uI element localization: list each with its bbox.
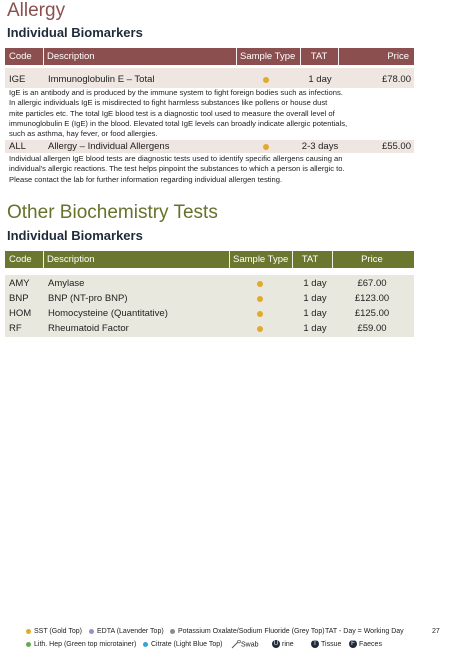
table-row xyxy=(5,277,414,291)
header-divider xyxy=(229,251,230,268)
faeces-icon: F xyxy=(349,640,357,648)
table-row xyxy=(5,140,414,154)
legend-label: Tissue xyxy=(321,641,342,648)
row-details xyxy=(9,88,389,139)
sst-gold-dot-icon xyxy=(263,144,269,150)
row-tat: 2-3 days xyxy=(301,141,339,152)
row-description: Rheumatoid Factor xyxy=(48,323,129,334)
row-code: ALL xyxy=(9,141,26,152)
row-tat: 1 day xyxy=(303,308,327,319)
header-description: Description xyxy=(47,254,95,265)
row-price: £59.00 xyxy=(357,323,387,334)
tat-note: TAT - Day = Working Day xyxy=(325,628,404,635)
row-tat: 1 day xyxy=(303,323,327,334)
row-code: BNP xyxy=(9,293,29,304)
row-code: RF xyxy=(9,323,22,334)
header-divider xyxy=(43,251,44,268)
header-divider xyxy=(292,251,293,268)
legend-label: SST (Gold Top) xyxy=(34,628,82,635)
header-sample-type: Sample Type xyxy=(240,51,296,62)
row-tat: 1 day xyxy=(308,74,332,85)
row-code: AMY xyxy=(9,278,30,289)
potassium-dot-icon xyxy=(170,629,175,634)
legend-edta xyxy=(89,627,164,637)
legend-tissue xyxy=(311,640,341,650)
table-row xyxy=(5,307,414,321)
legend-lith xyxy=(26,640,136,650)
table-row xyxy=(5,73,414,87)
legend-label: rine xyxy=(282,641,294,648)
sst-gold-dot-icon xyxy=(257,296,263,302)
header-divider xyxy=(338,48,339,65)
header-description: Description xyxy=(47,51,95,62)
legend-sst xyxy=(26,627,82,637)
table-row xyxy=(5,292,414,306)
sst-gold-dot-icon xyxy=(257,326,263,332)
detail-line: In allergic individuals IgE is misdirected to fight harmless substances like pollens or house dust xyxy=(9,98,328,108)
sst-gold-dot-icon xyxy=(263,77,269,83)
detail-line: individual's allergic reactions. The test helps pinpoint the substances to which a person is allergic to. xyxy=(9,164,345,174)
urine-icon: U xyxy=(273,641,279,648)
header-code: Code xyxy=(9,254,32,265)
table-row xyxy=(5,322,414,336)
header-divider xyxy=(236,48,237,65)
legend-citrate xyxy=(143,640,222,650)
detail-line: such as asthma, hay fever, or food allergies. xyxy=(9,129,158,139)
header-code: Code xyxy=(9,51,32,62)
row-price: £67.00 xyxy=(357,278,387,289)
detail-line: immunoglobulin E (IgE) in the blood. Elevated total IgE levels can broadly indicate allergic potentials, xyxy=(9,118,348,128)
detail-line: mite particles etc. The total IgE blood test is a diagnostic tool used to measure the overall level of xyxy=(9,108,335,118)
row-price: £78.00 xyxy=(381,74,411,85)
header-divider xyxy=(43,48,44,65)
row-price: £55.00 xyxy=(381,141,411,152)
header-price: Price xyxy=(387,51,409,62)
allergy-table-header xyxy=(5,48,414,65)
row-code: IGE xyxy=(9,74,26,85)
row-details xyxy=(9,154,389,185)
row-tat: 1 day xyxy=(303,278,327,289)
other-tests-subtitle: Individual Biomarkers xyxy=(7,228,143,243)
header-price: Price xyxy=(361,254,383,265)
legend-label: Swab xyxy=(241,641,259,649)
detail-line: Please contact the lab for further information regarding individual allergen testing. xyxy=(9,174,283,184)
header-divider xyxy=(332,251,333,268)
header-tat: TAT xyxy=(301,254,319,265)
row-description: Homocysteine (Quantitative) xyxy=(48,308,168,319)
legend-label: Faeces xyxy=(359,641,382,648)
swab-icon xyxy=(231,640,241,649)
sst-gold-dot-icon xyxy=(257,281,263,287)
row-description: Amylase xyxy=(48,278,85,289)
header-sample-type: Sample Type xyxy=(233,254,289,265)
citrate-dot-icon xyxy=(143,642,148,647)
row-tat: 1 day xyxy=(303,293,327,304)
other-tests-title: Other Biochemistry Tests xyxy=(7,202,218,223)
tissue-icon: T xyxy=(311,640,319,648)
edta-dot-icon xyxy=(89,629,94,634)
detail-line: IgE is an antibody and is produced by the immune system to fight foreign bodies such as infections. xyxy=(9,88,343,97)
header-tat: TAT xyxy=(310,51,328,62)
row-description: Immunoglobulin E – Total xyxy=(48,74,155,85)
row-description: BNP (NT-pro BNP) xyxy=(48,293,128,304)
legend-label: Potassium Oxalate/Sodium Fluoride (Grey Top) xyxy=(178,628,325,635)
page-number: 27 xyxy=(432,628,440,635)
row-price: £125.00 xyxy=(354,308,390,319)
row-code: HOM xyxy=(9,308,32,319)
legend-label: Citrate (Light Blue Top) xyxy=(151,641,223,648)
legend-urine xyxy=(272,640,294,650)
allergy-subtitle: Individual Biomarkers xyxy=(7,25,143,40)
other-table-header xyxy=(5,251,414,268)
sst-dot-icon xyxy=(26,629,31,634)
legend-swab xyxy=(231,640,259,650)
legend-label: Lith. Hep (Green top microtainer) xyxy=(34,641,137,648)
sst-gold-dot-icon xyxy=(257,311,263,317)
row-description: Allergy – Individual Allergens xyxy=(48,141,170,152)
row-price: £123.00 xyxy=(354,293,390,304)
allergy-title: Allergy xyxy=(7,0,66,21)
legend-label: EDTA (Lavender Top) xyxy=(97,628,164,635)
legend-faeces xyxy=(349,640,382,650)
detail-line: Individual allergen IgE blood tests are diagnostic tests used to identify specific allergens causing an xyxy=(9,154,343,163)
legend-potassium xyxy=(170,627,325,637)
header-divider xyxy=(300,48,301,65)
lith-dot-icon xyxy=(26,642,31,647)
